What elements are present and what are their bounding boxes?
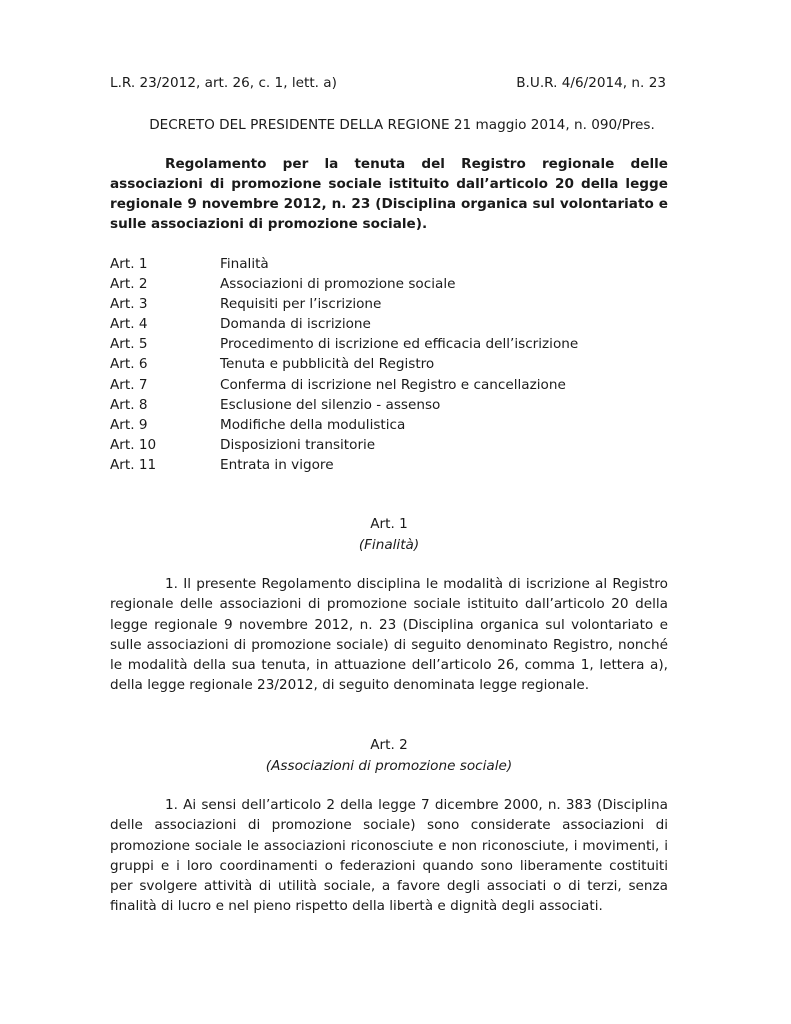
toc-article-title: Conferma di iscrizione nel Registro e cancellazione [220, 376, 566, 393]
toc-article-number: Art. 7 [110, 376, 148, 393]
toc-article-number: Art. 1 [110, 256, 148, 272]
toc-article-number: Art. 10 [110, 436, 157, 453]
regulation-title: Regolamento per la tenuta del Registro regionale delle associazioni di promozione sociale istituito dall’articolo 20 della legge regionale 9 novembre 2012, n. 23 (Disciplina organica sul volontariato e sulle associazioni di promozione sociale). [110, 156, 668, 232]
toc-article-title: Requisiti per l’iscrizione [220, 296, 382, 313]
toc-row [110, 415, 670, 435]
toc-row [110, 294, 670, 314]
article-number: Art. 1 [370, 516, 408, 532]
toc-article-title: Disposizioni transitorie [220, 436, 376, 453]
toc-row [110, 435, 670, 455]
article-1-heading [110, 514, 668, 556]
decree-line [110, 115, 730, 135]
document-header [110, 73, 666, 93]
toc-row [110, 254, 670, 274]
bulletin-reference: B.U.R. 4/6/2014, n. 23 [516, 75, 666, 91]
article-subheading: (Associazioni di promozione sociale) [265, 758, 513, 774]
article-2-paragraph: 1. Ai sensi dell’articolo 2 della legge 7 dicembre 2000, n. 383 (Disciplina delle associazioni di promozione sociale) sono considerate associazioni di promozione sociale le associazioni riconosciute e non riconosciute, i movimenti, i gruppi e i loro coordinamenti o federazioni quando sono liberamente costituiti per svolgere attività di utilità sociale, a favore degli associati o di terzi, senza finalità di lucro e nel pieno rispetto della libertà e dignità degli associati. [110, 797, 668, 915]
toc-article-number: Art. 3 [110, 296, 148, 313]
toc-article-title: Associazioni di promozione sociale [220, 276, 456, 293]
decree-text: DECRETO DEL PRESIDENTE DELLA REGIONE 21 maggio 2014, n. 090/Pres. [149, 117, 655, 133]
toc-row [110, 395, 670, 415]
toc-article-title: Domanda di iscrizione [220, 316, 371, 333]
toc-article-title: Finalità [220, 256, 269, 272]
toc-row [110, 375, 670, 395]
toc-article-title: Procedimento di iscrizione ed efficacia dell’iscrizione [220, 336, 579, 353]
toc-row [110, 314, 670, 334]
toc-article-title: Esclusione del silenzio - assenso [220, 396, 441, 413]
table-of-contents [110, 254, 670, 475]
toc-row [110, 455, 670, 475]
toc-article-title: Modifiche della modulistica [220, 416, 406, 433]
law-reference: L.R. 23/2012, art. 26, c. 1, lett. a) [110, 75, 337, 91]
toc-article-number: Art. 9 [110, 416, 148, 433]
toc-row [110, 354, 670, 374]
toc-article-title: Entrata in vigore [220, 456, 334, 473]
toc-article-number: Art. 6 [110, 356, 148, 373]
toc-article-title: Tenuta e pubblicità del Registro [220, 356, 435, 373]
toc-article-number: Art. 11 [110, 456, 157, 473]
toc-article-number: Art. 8 [110, 396, 148, 413]
article-2-heading [110, 735, 668, 777]
article-subheading: (Finalità) [358, 537, 420, 553]
toc-article-number: Art. 2 [110, 276, 148, 293]
toc-article-number: Art. 4 [110, 316, 148, 333]
toc-row [110, 334, 670, 354]
article-1-paragraph: 1. Il presente Regolamento disciplina le modalità di iscrizione al Registro regionale delle associazioni di promozione sociale istituito dall’articolo 20 della legge regionale 9 novembre 2012, n. 23 (Disciplina organica sul volontariato e sulle associazioni di promozione sociale) di seguito denominato Registro, nonché le modalità della sua tenuta, in attuazione dell’articolo 26, comma 1, lettera a), della legge regionale 23/2012, di seguito denominata legge regionale. [110, 576, 668, 694]
toc-article-number: Art. 5 [110, 336, 148, 353]
toc-row [110, 274, 670, 294]
article-number: Art. 2 [370, 737, 408, 753]
